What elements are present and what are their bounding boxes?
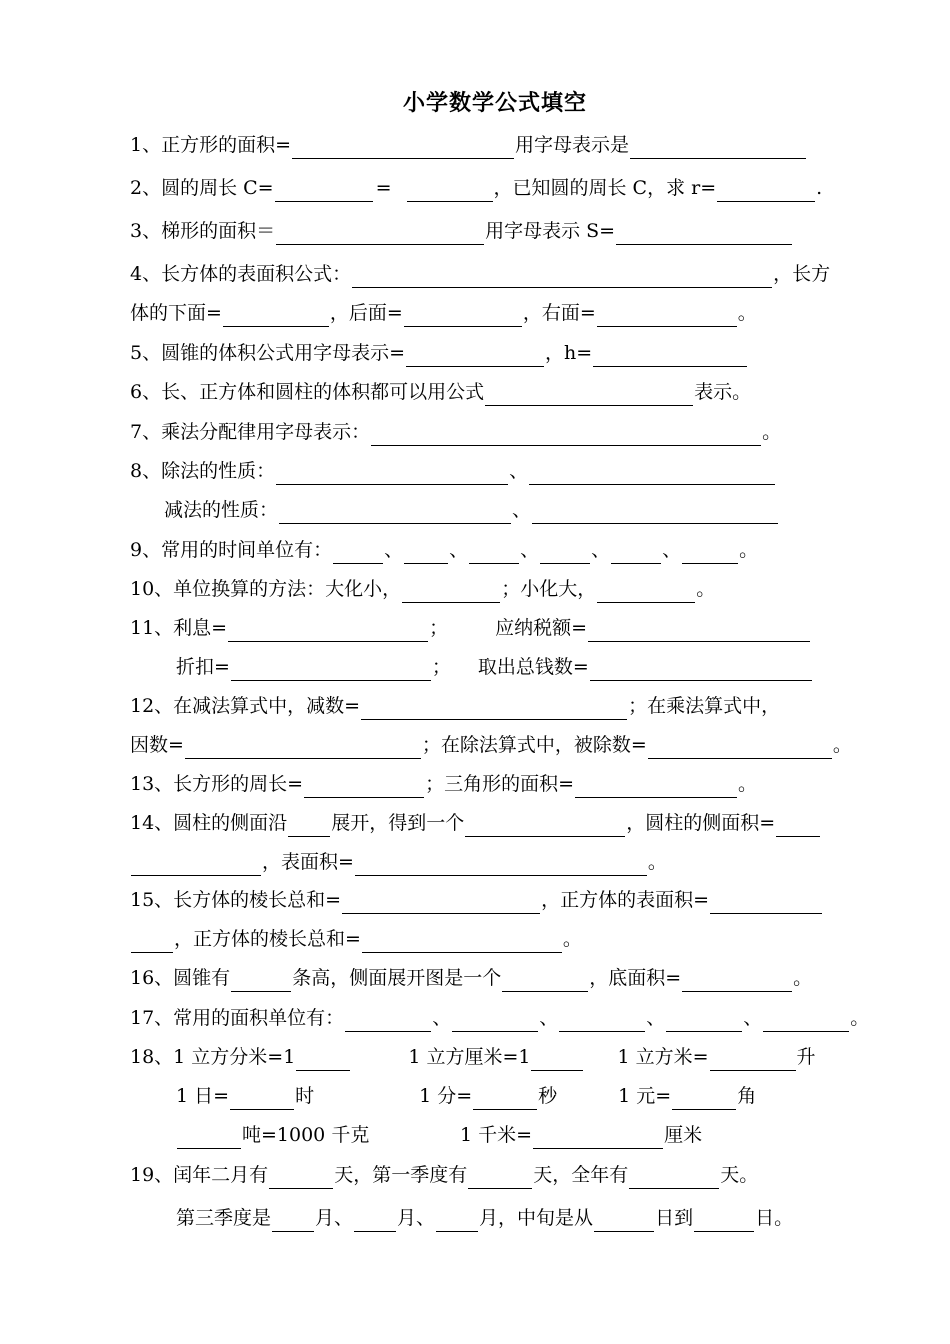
q18-text: 1 立方厘米=1 (408, 1046, 531, 1068)
blank[interactable] (502, 969, 588, 992)
blank[interactable] (629, 1166, 719, 1189)
q9-text: 、 (662, 539, 682, 561)
question-15 (130, 886, 823, 914)
q4-text: 体的下面= (130, 302, 222, 324)
blank[interactable] (276, 462, 508, 485)
page-title: 小学数学公式填空 (402, 90, 587, 116)
blank[interactable] (763, 1009, 849, 1032)
q18-text: 吨=1000 千克 (242, 1124, 370, 1146)
question-4 (130, 260, 830, 288)
blank[interactable] (776, 814, 820, 837)
question-19 (130, 1161, 758, 1189)
q18-text: 时 (295, 1085, 315, 1107)
blank[interactable] (630, 136, 806, 159)
blank[interactable] (404, 304, 522, 327)
blank[interactable] (611, 541, 661, 564)
q16-text: ，底面积= (589, 967, 682, 989)
blank[interactable] (354, 1209, 396, 1232)
q17-text: 、 (432, 1007, 452, 1029)
blank[interactable] (593, 344, 747, 367)
question-13 (130, 770, 757, 798)
blank[interactable] (296, 1048, 350, 1071)
q19-text: 日到 (655, 1207, 694, 1229)
q5-text: 5、圆锥的体积公式用字母表示= (130, 342, 406, 364)
q17-text: 17、常用的面积单位有： (130, 1007, 345, 1029)
question-5 (130, 339, 748, 367)
blank[interactable] (594, 1209, 654, 1232)
q8-text: 、 (512, 499, 532, 521)
question-3 (130, 217, 793, 245)
blank[interactable] (371, 423, 761, 446)
blank[interactable] (342, 891, 540, 914)
q11-text: 应纳税额= (495, 617, 588, 639)
blank[interactable] (352, 265, 772, 288)
q9-text: 、 (591, 539, 611, 561)
blank[interactable] (223, 304, 329, 327)
question-15-cont (130, 925, 582, 953)
blank[interactable] (694, 1209, 754, 1232)
blank[interactable] (682, 969, 792, 992)
blank[interactable] (272, 1209, 314, 1232)
q11-text: ； (431, 656, 451, 678)
q17-text: 、 (646, 1007, 666, 1029)
q2-text: = (375, 177, 392, 199)
q1-text: 用字母表示是 (515, 134, 630, 156)
q7-text: 。 (762, 421, 782, 443)
q4-text: ，后面= (329, 302, 403, 324)
q18-text: 秒 (538, 1085, 558, 1107)
q9-text: 、 (520, 539, 540, 561)
blank[interactable] (616, 222, 792, 245)
question-10 (130, 575, 715, 603)
q9-text: 、 (384, 539, 404, 561)
blank[interactable] (407, 179, 493, 202)
blank[interactable] (185, 736, 421, 759)
q4-text: ，右面= (522, 302, 596, 324)
blank[interactable] (485, 383, 693, 406)
q19-text: 月，中旬是从 (479, 1207, 594, 1229)
q15-text: ，正方体的表面积= (541, 889, 710, 911)
blank[interactable] (473, 1087, 537, 1110)
blank[interactable] (131, 853, 261, 876)
question-14 (130, 809, 821, 837)
blank[interactable] (648, 736, 832, 759)
q18-text: 1 分= (419, 1085, 473, 1107)
q15-text: ，正方体的棱长总和= (174, 928, 361, 950)
q12-text: 12、在减法算式中，减数= (130, 695, 361, 717)
q3-text: 3、梯形的面积＝ (130, 220, 276, 242)
q18-text: 1 元= (618, 1085, 672, 1107)
question-18 (130, 1043, 816, 1071)
blank[interactable] (710, 891, 822, 914)
q4-text: 4、长方体的表面积公式： (130, 263, 352, 285)
blank[interactable] (362, 930, 562, 953)
question-14-cont (130, 848, 667, 876)
blank[interactable] (469, 541, 519, 564)
q17-text: 、 (743, 1007, 763, 1029)
q10-text: 。 (696, 578, 716, 600)
q6-text: 6、长、正方体和圆柱的体积都可以用公式 (130, 381, 485, 403)
question-19-cont (176, 1204, 793, 1232)
q2-text: ，已知圆的周长 C，求 r= (493, 177, 717, 199)
q11-text: 取出总钱数= (477, 656, 589, 678)
blank[interactable] (717, 179, 815, 202)
blank[interactable] (304, 775, 424, 798)
blank[interactable] (436, 1209, 478, 1232)
question-16 (130, 964, 812, 992)
q7-text: 7、乘法分配律用字母表示： (130, 421, 371, 443)
blank[interactable] (231, 969, 291, 992)
blank[interactable] (672, 1087, 736, 1110)
q14-text: ，圆柱的侧面积= (626, 812, 776, 834)
blank[interactable] (710, 1048, 796, 1071)
blank[interactable] (533, 1126, 663, 1149)
blank[interactable] (682, 541, 738, 564)
q1-text: 1、正方形的面积= (130, 134, 292, 156)
q12-text: ；在除法算式中，被除数= (421, 734, 647, 756)
blank[interactable] (177, 1126, 241, 1149)
q18-text: 1 千米= (460, 1124, 533, 1146)
blank[interactable] (588, 619, 810, 642)
q19-text: 日。 (755, 1207, 794, 1229)
blank[interactable] (230, 1087, 294, 1110)
blank[interactable] (292, 136, 514, 159)
q9-text: 9、常用的时间单位有： (130, 539, 333, 561)
blank[interactable] (575, 775, 737, 798)
q16-text: 。 (793, 967, 813, 989)
question-2 (130, 174, 822, 202)
q4-text: 。 (737, 302, 757, 324)
blank[interactable] (345, 1009, 431, 1032)
q14-text: 。 (647, 851, 667, 873)
question-7 (130, 418, 781, 446)
q12-text: 。 (832, 734, 852, 756)
blank[interactable] (402, 580, 500, 603)
q10-text: 10、单位换算的方法：大化小， (130, 578, 402, 600)
q14-text: ，表面积= (262, 851, 354, 873)
q18-text: 1 立方米= (617, 1046, 709, 1068)
q19-text: 天，第一季度有 (334, 1164, 468, 1186)
question-12-cont (130, 731, 852, 759)
blank[interactable] (590, 658, 812, 681)
q13-text: ；三角形的面积= (425, 773, 575, 795)
blank[interactable] (666, 1009, 742, 1032)
q17-text: 。 (850, 1007, 870, 1029)
q19-text: 月、 (315, 1207, 354, 1229)
question-4-cont (130, 299, 757, 327)
blank[interactable] (131, 930, 173, 953)
blank[interactable] (276, 222, 484, 245)
q11-text: 11、利息= (130, 617, 228, 639)
blank[interactable] (465, 814, 625, 837)
question-18-cont2 (176, 1121, 702, 1149)
blank[interactable] (406, 344, 544, 367)
question-11 (130, 614, 811, 642)
question-9 (130, 536, 758, 564)
q9-text: 、 (449, 539, 469, 561)
q18-text: 1 日= (176, 1085, 230, 1107)
blank[interactable] (228, 619, 428, 642)
q18-text: 18、1 立方分米=1 (130, 1046, 296, 1068)
q15-text: 。 (562, 928, 582, 950)
q2-text: . (816, 177, 823, 199)
q15-text: 15、长方体的棱长总和= (130, 889, 342, 911)
q12-text: 因数= (130, 734, 184, 756)
blank[interactable] (275, 179, 373, 202)
q19-text: 天。 (720, 1164, 759, 1186)
q19-text: 第三季度是 (176, 1207, 272, 1229)
q19-text: 月、 (397, 1207, 436, 1229)
question-8-cont (164, 496, 779, 524)
question-8 (130, 457, 776, 485)
q10-text: ；小化大， (501, 578, 597, 600)
q9-text: 。 (739, 539, 759, 561)
blank[interactable] (597, 580, 695, 603)
blank[interactable] (540, 541, 590, 564)
blank[interactable] (269, 1166, 333, 1189)
q4-text: ，长方 (773, 263, 831, 285)
q8-text: 、 (509, 460, 529, 482)
blank[interactable] (333, 541, 383, 564)
q19-text: 天，全年有 (533, 1164, 629, 1186)
q3-text: 用字母表示 S= (485, 220, 616, 242)
q8-text: 减法的性质： (164, 499, 279, 521)
blank[interactable] (355, 853, 647, 876)
blank[interactable] (288, 814, 330, 837)
blank[interactable] (531, 1048, 583, 1071)
question-1 (130, 131, 807, 159)
question-11-cont (176, 653, 813, 681)
blank[interactable] (597, 304, 737, 327)
blank[interactable] (279, 501, 511, 524)
q11-text: ； (429, 617, 449, 639)
blank[interactable] (404, 541, 448, 564)
blank[interactable] (231, 658, 431, 681)
question-12 (130, 692, 780, 720)
q13-text: 13、长方形的周长= (130, 773, 304, 795)
blank[interactable] (361, 697, 627, 720)
question-6 (130, 378, 751, 406)
q18-text: 厘米 (664, 1124, 703, 1146)
q8-text: 8、除法的性质： (130, 460, 276, 482)
q11-text: 折扣= (176, 656, 230, 678)
blank[interactable] (468, 1166, 532, 1189)
q14-text: 14、圆柱的侧面沿 (130, 812, 288, 834)
q12-text: ；在乘法算式中， (628, 695, 781, 717)
q13-text: 。 (738, 773, 758, 795)
blank[interactable] (532, 501, 778, 524)
question-18-cont (176, 1082, 756, 1110)
q16-text: 条高，侧面展开图是一个 (292, 967, 502, 989)
q16-text: 16、圆锥有 (130, 967, 231, 989)
q6-text: 表示。 (694, 381, 752, 403)
blank[interactable] (452, 1009, 538, 1032)
q18-text: 升 (796, 1046, 816, 1068)
q18-text: 角 (737, 1085, 757, 1107)
question-17 (130, 1004, 869, 1032)
q2-text: 2、圆的周长 C= (130, 177, 274, 199)
q14-text: 展开，得到一个 (331, 812, 465, 834)
blank[interactable] (559, 1009, 645, 1032)
blank[interactable] (529, 462, 775, 485)
q17-text: 、 (539, 1007, 559, 1029)
q19-text: 19、闰年二月有 (130, 1164, 269, 1186)
q5-text: ，h= (545, 342, 593, 364)
